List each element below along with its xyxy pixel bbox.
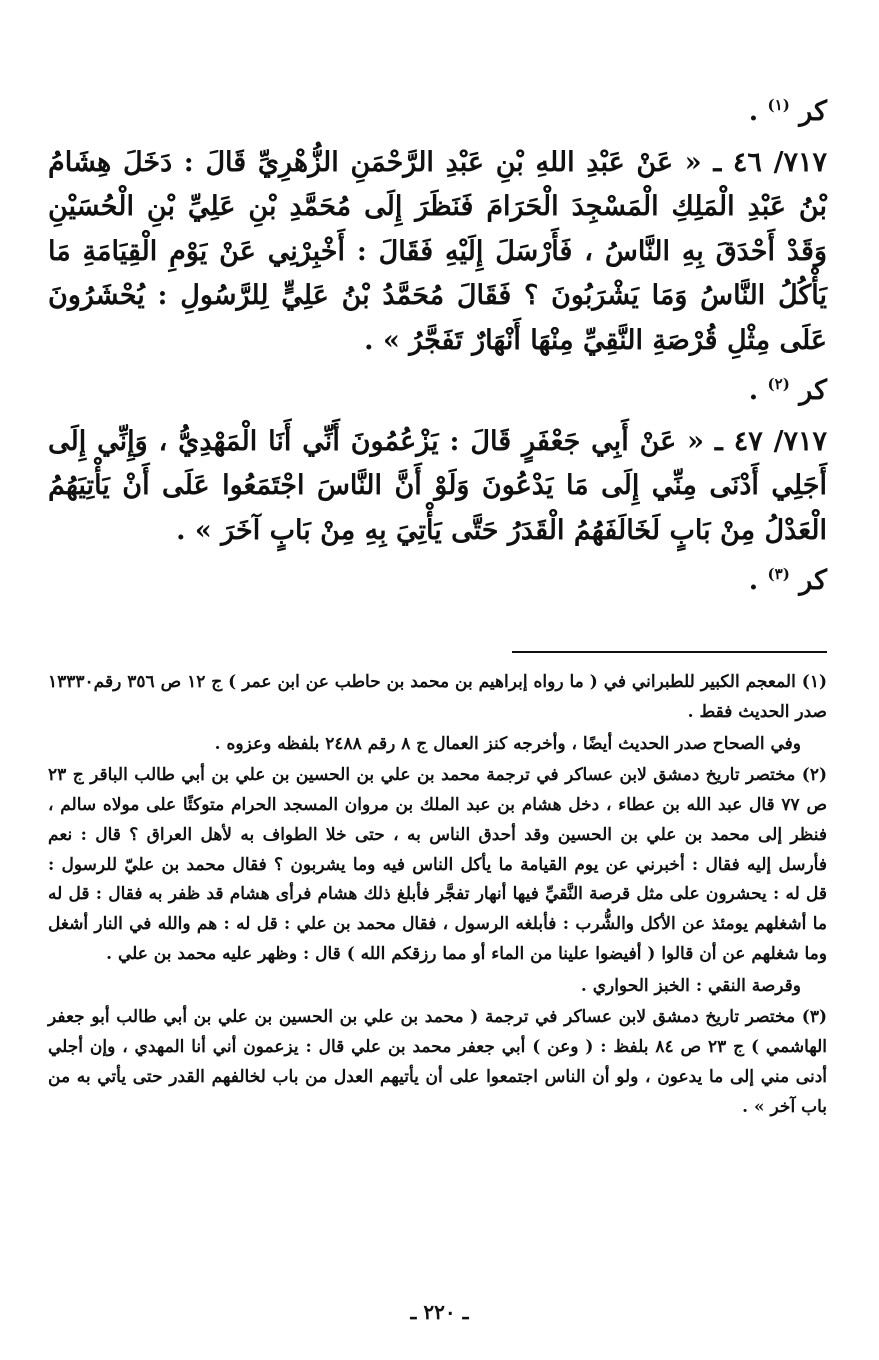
footnote-2: [48, 761, 827, 969]
footnote-number: (٣): [801, 1007, 827, 1028]
main-text: [48, 90, 827, 610]
footnote-number: (٢): [801, 765, 827, 786]
footnote-text: وفي الصحاح صدر الحديث أيضًا ، وأخرجه كنز العمال ج ٨ رقم ٢٤٨٨ بلفظه وعزوه .: [214, 733, 801, 754]
source-line-2: [48, 369, 827, 414]
footnote-marker: (٢): [767, 375, 790, 394]
footnote-text: المعجم الكبير للطبراني في ( ما رواه إبراهيم بن محمد بن حاطب عن ابن عمر ) ج ١٢ ص ٣٥٦ رقم١٣٣٣٠ صدر الحديث فقط .: [48, 672, 827, 722]
source-abbrev: كر: [799, 375, 827, 407]
footnote-marker: (٣): [767, 565, 790, 584]
footnote-text: وقرصة النقي : الخبز الحواري .: [580, 975, 801, 996]
hadith-47: ٧١٧/ ٤٧ ـ « عَنْ أَبِي جَعْفَرٍ قَالَ : يَزْعُمُونَ أَنِّي أَنَا الْمَهْدِيُّ ، وَإِنِّي إِلَى أَجَلِي أَدْنَى مِنِّي إِلَى مَا يَدْعُونَ وَلَوْ أَنَّ النَّاسَ اجْتَمَعُوا عَلَى أَنْ يَأْتِيَهُمُ الْعَدْلُ مِنْ بَابٍ لَخَالَفَهُمُ الْقَدَرُ حَتَّى يَأْتِيَ بِهِ مِنْ بَابٍ آخَرَ » .: [48, 425, 828, 546]
source-line-1: [48, 90, 827, 135]
footnote-marker: (١): [767, 96, 790, 114]
period: .: [748, 96, 759, 127]
footnote-2-continuation: [48, 972, 827, 1002]
footnote-1: [48, 668, 827, 728]
footnote-3: [48, 1003, 827, 1122]
page-number: ـ ٢٢٠ ـ: [410, 1300, 469, 1324]
source-line-3: [48, 559, 827, 604]
footnote-text: مختصر تاريخ دمشق لابن عساكر في ترجمة محمد بن علي بن الحسين بن علي بن أبي طالب الباقر ج ٢٣ ص ٧٧ قال عبد الله بن عطاء ، دخل هشام بن عبد الملك بن مروان المسجد الحرام متوكئًا على مولاه سالم ، فنظر إلى محمد بن علي بن الحسين وقد أحدق الناس به ، حتى خلا الطواف به لأهل العراق ؟ قال : نعم فأرسل إليه فقال : أخبرني عن يوم القيامة ما يأكل الناس فيه وما يشربون ؟ فقال محمد بن عليّ للرسول : قل له : يحشرون على مثل قرصة النَّقيِّ فيها أنهار تفجَّر فأبلغ ذلك هشام فرأى هشام قد ظفر به فقال : قل له ما أشغلهم يومئذ عن الأكل والشُّرب : فأبلغه الرسول ، فقال محمد بن علي : قل له : هم والله في النار أشغل وما شغلهم عن أن قالوا ( أفيضوا علينا من الماء أو مما رزقكم الله ) قال : وظهر عليه محمد بن علي .: [48, 765, 827, 964]
footnote-text: مختصر تاريخ دمشق لابن عساكر في ترجمة ( محمد بن علي بن الحسين بن علي بن أبي طالب أبو جعفر الهاشمي ) ج ٢٣ ص ٨٤ بلفظ : ( وعن ) أبي جعفر محمد بن علي قال : يزعمون أني أنا المهدي ، وإن أجلي أدنى مني إلى ما يدعون ، ولو أن الناس اجتمعوا على أن يأتيهم العدل من باب لخالفهم القدر حتى يأتي به من باب آخر » .: [48, 1007, 828, 1117]
footnotes: [48, 668, 827, 1124]
source-abbrev: كر: [799, 96, 827, 127]
footnote-number: (١): [801, 672, 827, 692]
period: .: [748, 375, 759, 407]
footnote-1-continuation: [48, 730, 827, 760]
footnote-separator: [512, 651, 827, 653]
source-abbrev: كر: [799, 565, 827, 597]
period: .: [748, 565, 759, 597]
hadith-46: ٧١٧/ ٤٦ ـ « عَنْ عَبْدِ اللهِ بْنِ عَبْدِ الرَّحْمَنِ الزُّهْرِيِّ قَالَ : دَخَلَ هِشَامُ بْنُ عَبْدِ الْمَلِكِ الْمَسْجِدَ الْحَرَامَ فَنَظَرَ إِلَى مُحَمَّدِ بْنِ عَلِيِّ بْنِ الْحُسَيْنِ وَقَدْ أَحْدَقَ بِهِ النَّاسُ ، فَأَرْسَلَ إِلَيْهِ فَقَالَ : أَخْبِرْنِي عَنْ يَوْمِ الْقِيَامَةِ مَا يَأْكُلُ النَّاسُ وَمَا يَشْرَبُونَ ؟ فَقَالَ مُحَمَّدُ بْنُ عَلِيٍّ لِلرَّسُولِ : يُحْشَرُونَ عَلَى مِثْلِ قُرْصَةِ النَّقِيِّ مِنْهَا أَنْهَارٌ تَفَجَّرُ » .: [48, 146, 827, 356]
